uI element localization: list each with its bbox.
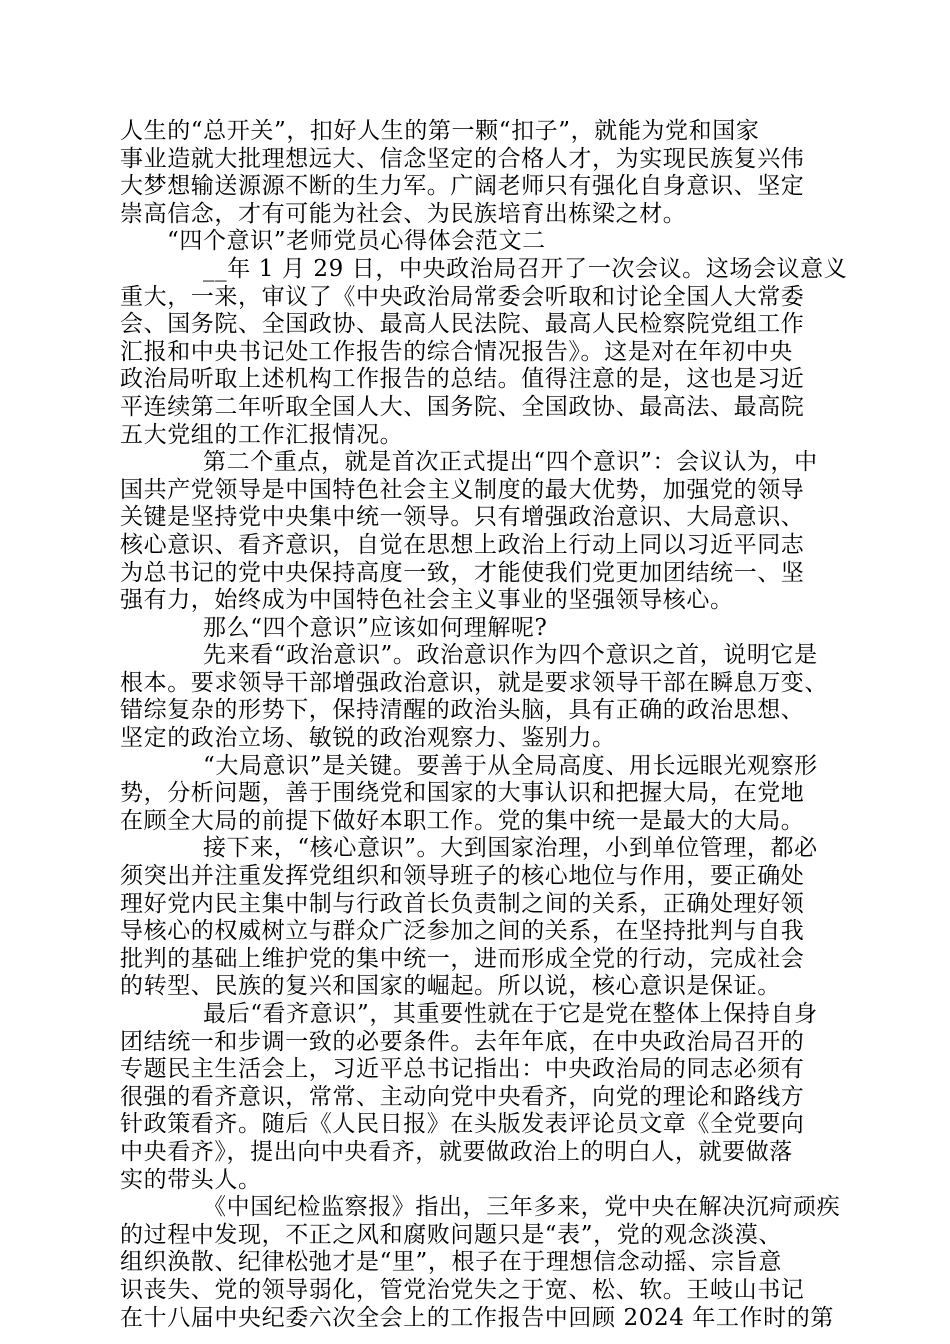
text-line: 理好党内民主集中制与行政首长负责制之间的关系，正确处理好领 xyxy=(120,890,805,917)
text-line: 根本。要求领导干部增强政治意识，就是要求领导干部在瞬息万变、 xyxy=(120,669,828,696)
text-line: 批判的基础上维护党的集中统一，进而形成全党的行动，完成社会 xyxy=(120,945,805,972)
text-line: 汇报和中央书记处工作报告的综合情况报告》。这是对在年初中央 xyxy=(120,338,793,365)
text-line: 的过程中发现，不正之风和腐败问题只是“表”，党的观念淡漠、 xyxy=(120,1221,782,1248)
text-line: 会、国务院、全国政协、最高人民法院、最高人民检察院党组工作 xyxy=(120,311,805,338)
text-line: 的转型、民族的复兴和国家的崛起。所以说，核心意识是保证。 xyxy=(120,973,781,1000)
text-line: 人生的“总开关”，扣好人生的第一颗“扣子”，就能为党和国家 xyxy=(120,118,760,144)
text-line: 势，分析问题，善于围绕党和国家的大事认识和把握大局，在党地 xyxy=(120,780,805,807)
text-line: 在十八届中央纪委六次全会上的工作报告中回顾 2024 年工作时的第 xyxy=(120,1304,834,1331)
text-line: 最后“看齐意识”，其重要性就在于它是党在整体上保持自身 xyxy=(203,1001,818,1027)
text-line: __年 1 月 29 日，中央政治局召开了一次会议。这场会议意义 xyxy=(203,255,848,282)
text-line: 很强的看齐意识，常常、主动向党中央看齐，向党的理论和路线方 xyxy=(120,1083,805,1110)
text-line: “大局意识”是关键。要善于从全局高度、用长远眼光观察形 xyxy=(203,752,818,779)
text-line: 专题民主生活会上，习近平总书记指出：中央政治局的同志必须有 xyxy=(120,1056,805,1083)
text-line: 识丧失、党的领导弱化，管党治党失之于宽、松、软。王岐山书记 xyxy=(120,1276,805,1303)
text-line: 国共产党领导是中国特色社会主义制度的最大优势，加强党的领导 xyxy=(120,476,805,503)
text-line: 平连续第二年听取全国人大、国务院、全国政协、最高法、最高院 xyxy=(120,393,805,420)
text-line: 强有力，始终成为中国特色社会主义事业的坚强领导核心。 xyxy=(120,587,734,614)
text-line: 政治局听取上述机构工作报告的总结。值得注意的是，这也是习近 xyxy=(120,366,805,393)
text-line: 第二个重点，就是首次正式提出“四个意识”：会议认为，中 xyxy=(203,449,818,476)
text-line: 坚定的政治立场、敏锐的政治观察力、鉴别力。 xyxy=(120,725,616,752)
text-line: “四个意识”老师党员心得体会范文二 xyxy=(167,228,546,255)
text-line: 在顾全大局的前提下做好本职工作。党的集中统一是最大的大局。 xyxy=(120,807,805,834)
text-line: 那么“四个意识”应该如何理解呢? xyxy=(203,614,548,641)
text-line: 须突出并注重发挥党组织和领导班子的核心地位与作用，要正确处 xyxy=(120,863,805,890)
text-line: 核心意识、看齐意识，自觉在思想上政治上行动上同以习近平同志 xyxy=(120,531,805,558)
text-line: 关键是坚持党中央集中统一领导。只有增强政治意识、大局意识、 xyxy=(120,504,805,531)
text-line: 为总书记的党中央保持高度一致，才能使我们党更加团结统一、坚 xyxy=(120,559,805,586)
text-line: 错综复杂的形势下，保持清醒的政治头脑，具有正确的政治思想、 xyxy=(120,697,805,724)
text-line: 导核心的权威树立与群众广泛参加之间的关系，在坚持批判与自我 xyxy=(120,918,805,945)
text-line: 《中国纪检监察报》指出，三年多来，党中央在解决沉疴顽疾 xyxy=(203,1194,841,1221)
text-line: 针政策看齐。随后《人民日报》在头版发表评论员文章《全党要向 xyxy=(120,1111,805,1138)
text-line: 团结统一和步调一致的必要条件。去年年底，在中央政治局召开的 xyxy=(120,1028,805,1055)
text-line: 组织涣散、纪律松弛才是“里”，根子在于理想信念动摇、宗旨意 xyxy=(120,1249,782,1276)
document-page xyxy=(120,118,848,1332)
text-line: 事业造就大批理想远大、信念坚定的合格人才，为实现民族复兴伟 xyxy=(120,145,805,172)
text-line: 崇高信念，才有可能为社会、为民族培育出栋梁之材。 xyxy=(120,200,687,227)
text-line: 中央看齐》，提出向中央看齐，就要做政治上的明白人，就要做落 xyxy=(120,1138,793,1165)
text-line: 先来看“政治意识”。政治意识作为四个意识之首，说明它是 xyxy=(203,642,818,669)
text-line: 重大，一来，审议了《中央政治局常委会听取和讨论全国人大常委 xyxy=(120,283,805,310)
text-line: 实的带头人。 xyxy=(120,1166,262,1193)
text-line: 大梦想输送源源不断的生力军。广阔老师只有强化自身意识、坚定 xyxy=(120,173,805,200)
text-line: 五大党组的工作汇报情况。 xyxy=(120,421,404,448)
text-line: 接下来，“核心意识”。大到国家治理，小到单位管理，都必 xyxy=(203,835,818,862)
